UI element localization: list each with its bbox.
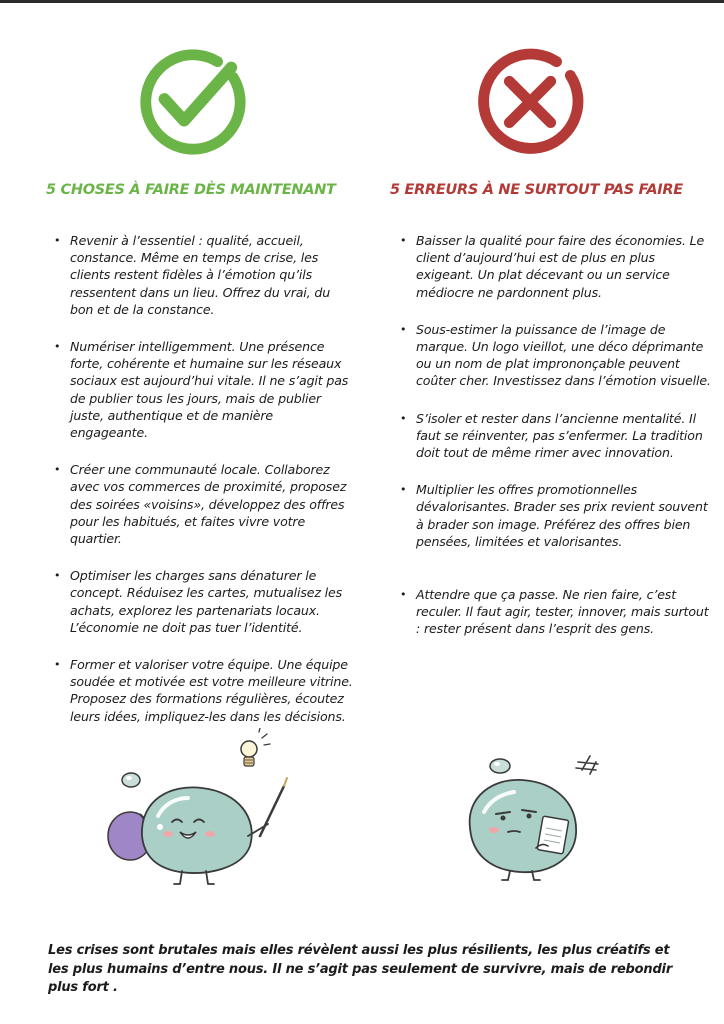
list-item (54, 461, 354, 547)
light-bulb-icon (241, 728, 270, 766)
bullet-icon: • (54, 463, 61, 477)
list-item-text: Multiplier les offres promotionnelles dévalorisantes. Brader ses prix revient souvent à brader son image. Préférez des offres bien pensées, limitées et valorisantes. (416, 482, 708, 549)
bullet-icon: • (54, 569, 61, 583)
bullet-icon: • (400, 411, 407, 425)
bullet-icon: • (400, 234, 407, 247)
list-item (54, 232, 354, 318)
list-item (400, 481, 712, 550)
do-column-title: 5 CHOSES À FAIRE DÈS MAINTENANT (46, 182, 336, 198)
bullet-icon: • (400, 588, 407, 602)
list-item (54, 656, 354, 725)
bullet-icon: • (400, 322, 407, 336)
list-item-text: Optimiser les charges sans dénaturer le concept. Réduisez les cartes, mutualisez les achats, explorez les partenariats locaux. L’économie ne doit pas tuer l’identité. (70, 568, 343, 635)
closing-statement: Les crises sont brutales mais elles révèlent aussi les plus résilients, les plus créatifs et les plus humains d’entre nous. Il ne s’agit pas seulement de survivre, mais de rebondir plus fort . (48, 943, 673, 995)
bullet-icon: • (54, 234, 61, 247)
list-item (54, 567, 354, 636)
bullet-icon: • (54, 340, 61, 354)
list-item (400, 586, 712, 638)
list-item (400, 410, 712, 462)
check-circle-icon (131, 42, 249, 160)
list-item-text: Former et valoriser votre équipe. Une équipe soudée et motivée est votre meilleure vitrine. Proposez des formations régulières, écoutez leurs idées, impliquez-les dans les décisions. (70, 657, 353, 724)
dont-column-title: 5 ERREURS À NE SURTOUT PAS FAIRE (390, 182, 683, 198)
list-item (400, 321, 712, 390)
happy-bubble-mascot-illustration (100, 728, 300, 888)
list-item-text: Baisser la qualité pour faire des économies. Le client d’aujourd’hui est de plus en plus exigeant. Un plat décevant ou un service médiocre ne pardonnent plus. (416, 233, 705, 300)
list-item-text: Sous-estimer la puissance de l’image de marque. Un logo vieillot, une déco déprimante ou un nom de plat imprononçable peuvent coûter cher. Investissez dans l’émotion visuelle. (416, 321, 711, 389)
list-item (400, 232, 712, 301)
skeptical-bubble-mascot-illustration (456, 752, 616, 882)
bullet-icon: • (54, 658, 61, 672)
list-item-text: Numériser intelligemment. Une présence forte, cohérente et humaine sur les réseaux sociaux est aujourd’hui vitale. Il ne s’agit pas de publier tous les jours, mais de publier juste, authentique et de manière engageante. (70, 339, 349, 441)
list-item-text: Attendre que ça passe. Ne rien faire, c’est reculer. Il faut agir, tester, innover, mais surtout : rester présent dans l’esprit des gens. (416, 587, 709, 637)
do-list (54, 232, 354, 725)
dont-list (400, 232, 712, 638)
list-item-text: Revenir à l’essentiel : qualité, accueil, constance. Même en temps de crise, les clients restent fidèles à l’émotion qu’ils ressentent dans un lieu. Offrez du vrai, du bon et de la constance. (70, 233, 331, 317)
list-item-text: S’isoler et rester dans l’ancienne mentalité. Il faut se réinventer, pas s’enfermer. La tradition doit tout de même rimer avec innovation. (416, 410, 703, 461)
cross-circle-icon (472, 42, 590, 160)
bullet-icon: • (400, 483, 407, 497)
list-item-text: Créer une communauté locale. Collaborez avec vos commerces de proximité, proposez des soirées «voisins», développez des offres pour les habitués, et faites vivre votre quartier. (70, 462, 347, 547)
list-item (54, 338, 354, 441)
